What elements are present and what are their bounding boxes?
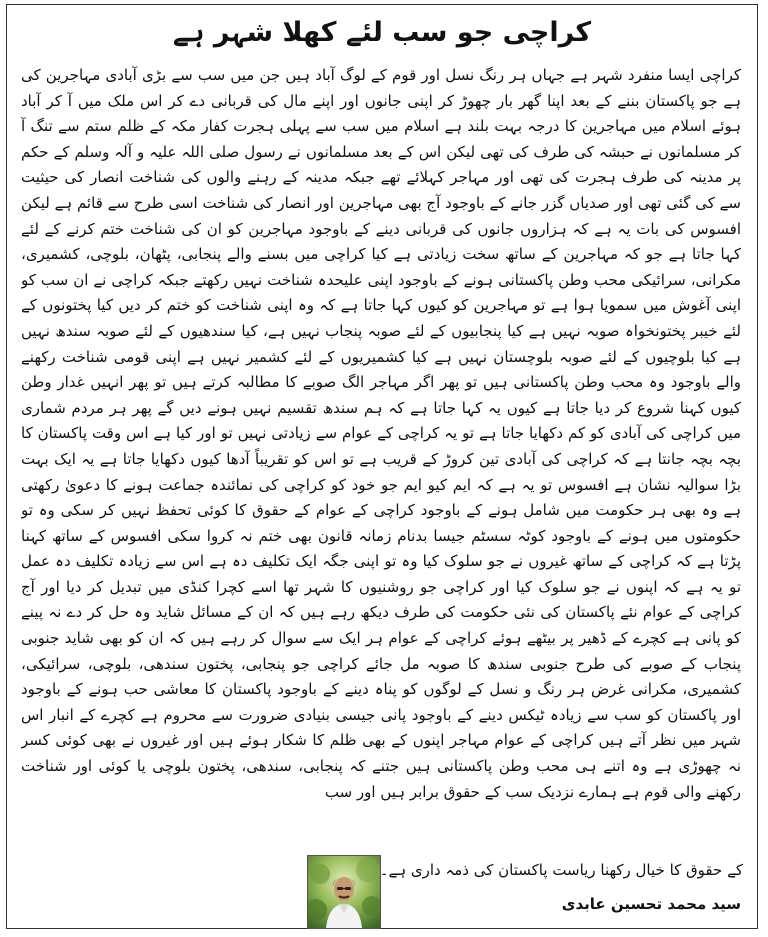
article-closing-line: کے حقوق کا خیال رکھنا ریاست پاکستان کی ذمہ داری ہے۔ <box>379 861 743 879</box>
author-photo <box>307 855 381 929</box>
article-body <box>21 63 741 853</box>
article-body-paragraph: کراچی ایسا منفرد شہر ہے جہاں ہر رنگ نسل اور قوم کے لوگ آباد ہیں جن میں سب سے بڑی آبادی مہاجرین کی ہے جو پاکستان بننے کے بعد اپنا گھر بار چھوڑ کر اپنی جانوں اور اپنے مال کی قربانی دے کر اس ملک میں آ کر آباد ہوئے اسلام میں مہاجرین کا درجہ بہت بلند ہے اسلام میں سب سے پہلی ہجرت کفار مکہ کے ظلم ستم سے تنگ آ کر مسلمانوں نے حبشہ کی طرف کی تھی لیکن اس کے بعد مسلمانوں نے رسول صلی اللہ علیہ و آلہ وسلم کے حکم پر مدینہ کی طرف ہجرت کی تھی اور مہاجر کہلائے تھے جبکہ مدینہ کے رہنے والوں کی شناخت انصار کی حیثیت سے کی گئی تھی اور صدیاں گزر جانے کے باوجود آج بھی مہاجرین اور انصار کی شناخت اسی طرح سے قائم ہے لیکن افسوس کی بات یہ ہے کہ ہزاروں جانوں کی قربانی دینے کے باوجود مہاجرین کو ان کی شناخت ختم کرنے کے لئے کہا جاتا ہے جو کہ مہاجرین کے ساتھ سخت زیادتی ہے کیا کراچی میں بسنے والے پنجابی، پٹھان، بلوچی، کشمیری، مکرانی، سرائیکی محب وطن پاکستانی ہونے کے باوجود اپنی علیحدہ شناخت نہیں رکھتے جبکہ کراچی نے ان سب کو اپنی آغوش میں سمویا ہوا ہے تو مہاجرین کو کیوں کہا جاتا ہے کہ وہ اپنی شناخت کو ختم کر دیں کیا پختونوں کے لئے خیبر پختونخواہ صوبہ نہیں ہے کیا پنجابیوں کے لئے صوبہ پنجاب نہیں ہے، کیا سندھیوں کے لئے صوبہ سندھ نہیں ہے کیا بلوچیوں کے لئے صوبہ بلوچستان نہیں ہے کیا کشمیریوں کے لئے کشمیر نہیں ہے اپنی قومی شناخت رکھنے والے باوجود وہ محب وطن پاکستانی ہیں تو پھر اگر مہاجر الگ صوبے کا مطالبہ کرتے ہیں تو پھر انہیں غدار وطن کیوں کہنا شروع کر دیا جاتا ہے کیوں یہ کہا جاتا ہے کہ ہم سندھ تقسیم نہیں ہونے دیں گے پھر ہر مردم شماری میں کراچی کی آبادی کو کم دکھایا جاتا ہے تو یہ کراچی کے عوام سے زیادتی نہیں تو اور کیا ہے اس وقت پاکستان کا بچہ بچہ جانتا ہے کہ کراچی کی آبادی تین کروڑ کے قریب ہے تو اس کو تقریباً آدھا کیوں دکھایا جاتا ہے یہ ایک بہت بڑا سوالیہ نشان ہے افسوس تو یہ ہے کہ ایم کیو ایم جو خود کو کراچی کی نمائندہ جماعت ہونے کا دعویٰ رکھتی ہے وہ بھی ہر حکومت میں شامل ہونے کے باوجود کراچی کے عوام کے حقوق کا کوئی تحفظ نہیں کر سکی وہ تو حکومتوں میں ہونے کے باوجود کوٹہ سسٹم جیسا بدنام زمانہ قانون بھی ختم نہ کروا سکی افسوس کے ساتھ کہنا پڑتا ہے کہ کراچی کے ساتھ غیروں نے جو سلوک کیا وہ تو اپنی جگہ ایک تکلیف دہ ہے اس سے زیادہ تکلیف دہ عمل تو یہ ہے کہ اپنوں نے جو سلوک کیا اور کراچی جو روشنیوں کا شہر تھا اسے کچرا کنڈی میں تبدیل کر دیا اور آج کراچی کے عوام نئے پاکستان کی نئی حکومت کی طرف دیکھ رہے ہیں کہ ان کے مسائل شاید وہ حل کر دے نہ پینے کو پانی ہے کچرے کے ڈھیر پر بیٹھے ہوئے کراچی کے عوام ہر ایک سے سوال کر رہے ہیں کہ ان کو بھی شاید جنوبی پنجاب کے صوبے کی طرح جنوبی سندھ کا صوبہ مل جائے کراچی جو پنجابی، پختون سندھی، بلوچی، سرائیکی، کشمیری، مکرانی غرض ہر رنگ و نسل کے لوگوں کو پناہ دینے کے باوجود پاکستان کا معاشی حب ہونے کے باوجود اور پاکستان کو سب سے زیادہ ٹیکس دینے کے باوجود پانی جیسی بنیادی ضرورت سے محروم ہے کچرے کے انبار اس شہر میں نظر آتے ہیں کراچی کے عوام مہاجر اپنوں کے بھی ظلم کا شکار ہوئے ہیں اور غیروں نے بھی کوئی کسر نہ چھوڑی ہے وہ اتنے ہی محب وطن پاکستانی ہیں جتنے کہ پنجابی، سندھی، پختون بلوچی یا کوئی اور شناخت رکھنے والی قوم ہے ہمارے نزدیک سب کے حقوق برابر ہیں اور سب <box>21 66 741 801</box>
article-page <box>6 4 758 929</box>
author-signature: سید محمد تحسین عابدی <box>561 895 741 913</box>
article-title: کراچی جو سب لئے کھلا شہر ہے <box>172 17 592 48</box>
